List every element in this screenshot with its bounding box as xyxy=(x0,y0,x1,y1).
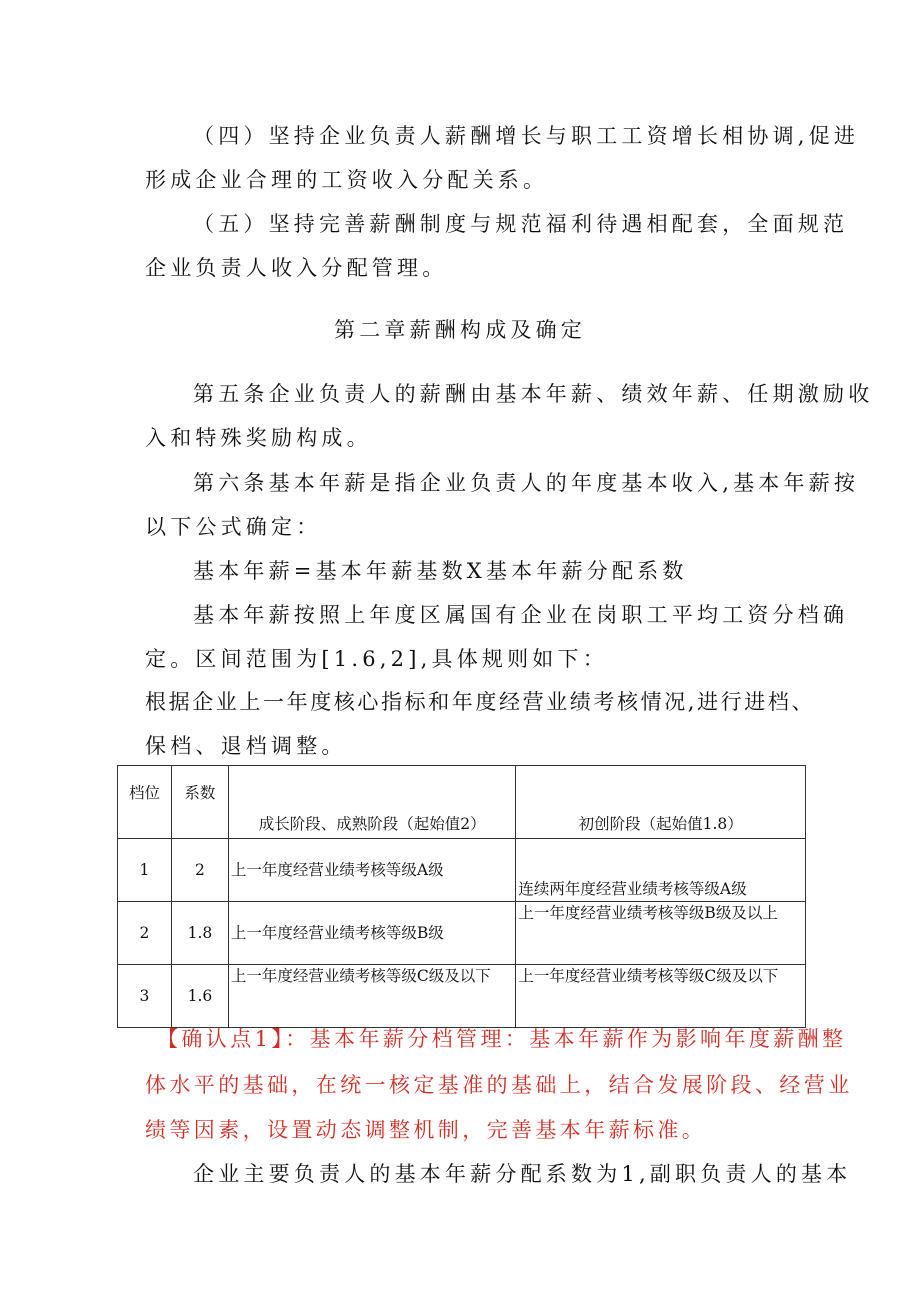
article-5-line-2: 入和特殊奖励构成。 xyxy=(145,426,372,450)
paragraph-4-line-1: （四）坚持企业负责人薪酬增长与职工工资增长相协调,促进 xyxy=(193,124,860,148)
cell-grade: 1 xyxy=(118,839,172,902)
base-salary-line-1: 基本年薪按照上年度区属国有企业在岗职工平均工资分档确 xyxy=(193,603,849,627)
confirm-point-line-1: 【确认点1】：基本年薪分档管理：基本年薪作为影响年度薪酬整 xyxy=(157,1027,847,1051)
formula-line: 基本年薪=基本年薪基数X基本年薪分配系数 xyxy=(193,559,688,583)
header-growth-stage: 成长阶段、成熟阶段（起始值2） xyxy=(228,766,516,839)
table-row xyxy=(118,965,806,1028)
table-header-row xyxy=(118,766,806,839)
rule-line-2: 保档、退档调整。 xyxy=(145,734,347,758)
paragraph-4-line-2: 形成企业合理的工资收入分配关系。 xyxy=(145,168,549,192)
cell-startup-rule: 上一年度经营业绩考核等级C级及以下 xyxy=(516,965,806,1028)
confirm-point-line-2: 体水平的基础，在统一核定基准的基础上，结合发展阶段、经营业 xyxy=(145,1073,853,1097)
article-5-line-1: 第五条企业负责人的薪酬由基本年薪、绩效年薪、任期激励收 xyxy=(193,382,874,406)
table-row xyxy=(118,902,806,965)
chapter-title: 第二章薪酬构成及确定 xyxy=(334,318,586,342)
cell-coefficient: 1.6 xyxy=(171,965,228,1028)
header-startup-stage: 初创阶段（起始值1.8） xyxy=(516,766,806,839)
header-grade: 档位 xyxy=(118,766,172,839)
paragraph-5-line-2: 企业负责人收入分配管理。 xyxy=(145,256,448,280)
rule-line-1: 根据企业上一年度核心指标和年度经营业绩考核情况,进行进档、 xyxy=(145,690,816,714)
cell-coefficient: 2 xyxy=(171,839,228,902)
confirm-point-line-3: 绩等因素，设置动态调整机制，完善基本年薪标准。 xyxy=(145,1118,707,1142)
cell-growth-rule: 上一年度经营业绩考核等级C级及以下 xyxy=(228,965,516,1028)
article-6-line-1: 第六条基本年薪是指企业负责人的年度基本收入,基本年薪按 xyxy=(193,471,860,495)
cell-startup-rule: 连续两年度经营业绩考核等级A级 xyxy=(516,839,806,902)
grade-table xyxy=(117,765,806,1028)
cell-grade: 2 xyxy=(118,902,172,965)
cell-startup-rule: 上一年度经营业绩考核等级B级及以上 xyxy=(516,902,806,965)
table-row xyxy=(118,839,806,902)
cell-grade: 3 xyxy=(118,965,172,1028)
cell-growth-rule: 上一年度经营业绩考核等级B级 xyxy=(228,902,516,965)
cell-growth-rule: 上一年度经营业绩考核等级A级 xyxy=(228,839,516,902)
article-6-line-2: 以下公式确定： xyxy=(145,515,322,539)
cell-coefficient: 1.8 xyxy=(171,902,228,965)
header-coefficient: 系数 xyxy=(171,766,228,839)
final-paragraph-line-1: 企业主要负责人的基本年薪分配系数为1,副职负责人的基本 xyxy=(193,1162,852,1186)
paragraph-5-line-1: （五）坚持完善薪酬制度与规范福利待遇相配套，全面规范 xyxy=(193,212,849,236)
base-salary-line-2: 定。区间范围为[1.6,2],具体规则如下： xyxy=(145,647,608,671)
